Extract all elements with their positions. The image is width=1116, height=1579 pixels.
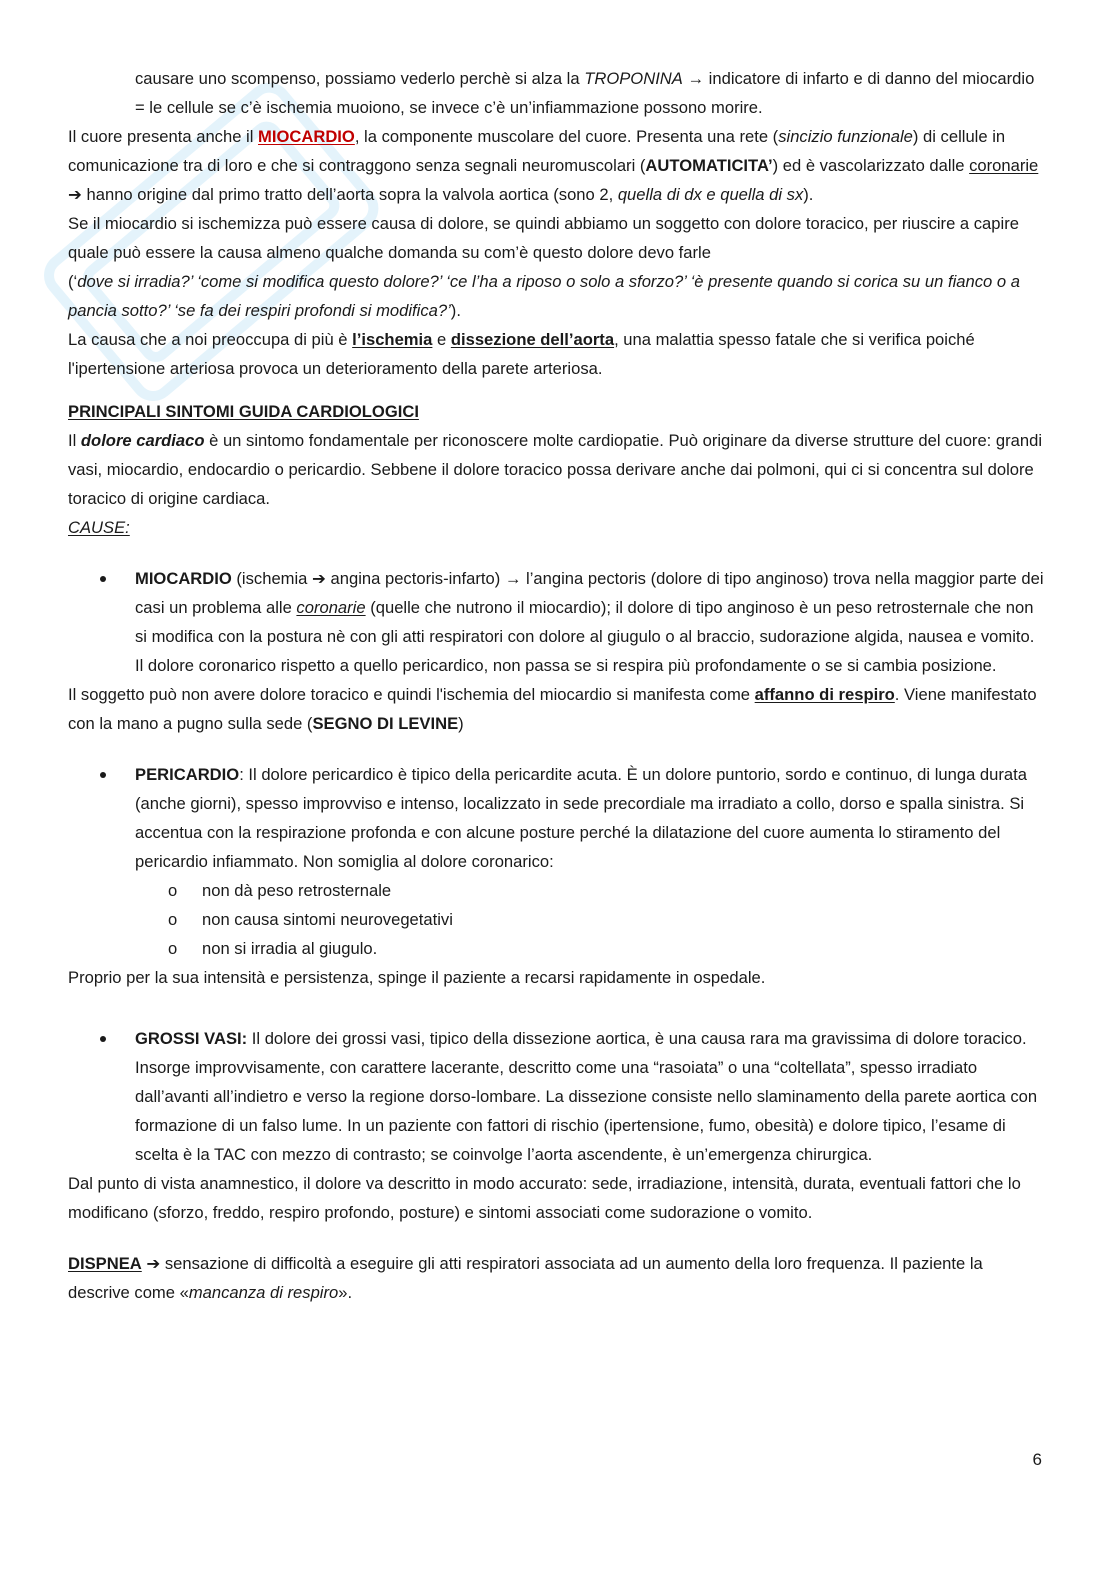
text: ➔ hanno origine dal primo tratto dell’aorta sopra la valvola aortica (sono 2,	[68, 185, 618, 204]
cause-label	[68, 513, 1044, 542]
text: . Viene manifestato con la mano a pugno sulla sede (	[68, 685, 1037, 733]
paragraph-dispnea	[68, 1249, 1044, 1307]
levine-term: SEGNO DI LEVINE	[312, 714, 459, 733]
sub-bullet-marker: o	[168, 881, 178, 900]
sub-item-text: non si irradia al giugulo.	[202, 939, 378, 958]
sub-item-text: non causa sintomi neurovegetativi	[202, 910, 453, 929]
text: ».	[338, 1283, 353, 1302]
paragraph-dolore-cardiaco	[68, 426, 1044, 513]
text: ➔ sensazione di difficoltà a eseguire gli atti respiratori associata ad un aumento della loro frequenza. Il paziente la descrive come «	[68, 1254, 983, 1302]
section-heading	[68, 397, 1044, 426]
bullet-pericardio	[68, 760, 1044, 876]
bullet-grossi-vasi	[68, 1024, 1044, 1169]
text: (quelle che nutrono il miocardio); il dolore di tipo anginoso è un peso retrosternale che non si modifica con la postura nè con gli atti respiratori con dolore al giugulo o al braccio, sudorazione algida, nausea e vomito. Il dolore coronarico rispetto a quello pericardico, non passa se si respira più profondamente o se si cambia posizione.	[135, 598, 1035, 675]
miocardio-term: MIOCARDIO	[258, 127, 355, 146]
text: )	[458, 714, 464, 733]
text-italic: quella di dx e quella di sx	[617, 185, 804, 204]
bullet-dot	[100, 576, 106, 582]
text: , una malattia spesso fatale che si verifica poiché l'ipertensione arteriosa provoca un deterioramento della parete arteriosa.	[68, 330, 975, 378]
domande-italic: dove si irradia?’ ‘come si modifica questo dolore?’ ‘ce l’ha a riposo o solo a sforzo?’ ‘è presente quando si corica su un fianco o a pancia sotto?’ ‘se fa dei respiri profondi si modifica?’	[68, 272, 1020, 320]
bullet-miocardio	[68, 564, 1044, 680]
heading-text: PRINCIPALI SINTOMI GUIDA CARDIOLOGICI	[68, 402, 419, 421]
coronarie-term: coronarie	[969, 156, 1039, 175]
cause-text: CAUSE:	[68, 518, 130, 537]
text: (‘	[68, 272, 78, 291]
sub-list-item	[68, 934, 1044, 963]
text: , la componente muscolare del cuore. Presenta una rete (	[354, 127, 779, 146]
paragraph-causa	[68, 325, 1044, 383]
sub-bullet-marker: o	[168, 910, 178, 929]
text: e	[432, 330, 451, 349]
troponina-term: TROPONINA	[584, 69, 683, 88]
dispnea-term: DISPNEA	[68, 1254, 142, 1273]
text: Il dolore dei grossi vasi, tipico della dissezione aortica, è una causa rara ma gravissima di dolore toracico. Insorge improvvisamente, con carattere lacerante, descritto come una “rasoiata” o una “coltellata”, spesso irradiato dall’avanti all’indietro e verso la regione dorso-lombare. La dissezione consiste nello slaminamento della parete aortica con formazione di un falso lume. In un paziente con fattori di rischio (ipertensione, fumo, obesità) e dolore tipico, l’esame di scelta è la TAC con mezzo di contrasto; se coinvolge l’aorta ascendente, è un’emergenza chirurgica.	[135, 1029, 1038, 1164]
mancanza-term: mancanza di respiro	[188, 1283, 339, 1302]
sub-list-item	[68, 905, 1044, 934]
dolore-cardiaco-term: dolore cardiaco	[80, 431, 205, 450]
text: → indicatore di infarto e di danno del miocardio = le cellule se c’è ischemia muoiono, se invece c’è un’infiammazione possono morire.	[135, 69, 1035, 117]
sub-list-item	[68, 876, 1044, 905]
paragraph-ospedale: Proprio per la sua intensità e persistenza, spinge il paziente a recarsi rapidamente in ospedale.	[68, 968, 766, 987]
text: ) ed è vascolarizzato dalle	[772, 156, 970, 175]
page-number: 6	[1032, 1450, 1042, 1469]
pericardio-label: PERICARDIO	[135, 765, 240, 784]
paragraph-domande	[68, 209, 1044, 325]
text: (ischemia ➔ angina pectoris-infarto) → l’angina pectoris (dolore di tipo anginoso) trova nella maggior parte dei casi un problema alle	[135, 569, 1044, 617]
text: Il soggetto può non avere dolore toracico e quindi l'ischemia del miocardio si manifesta come	[68, 685, 755, 704]
sincizio-term: sincizio funzionale	[778, 127, 913, 146]
miocardio-label: MIOCARDIO	[135, 569, 232, 588]
dissezione-term: dissezione dell’aorta	[450, 330, 615, 349]
ischemia-term: l’ischemia	[352, 330, 433, 349]
text: ).	[450, 301, 461, 320]
coronarie-term: coronarie	[296, 598, 366, 617]
paragraph-miocardio	[68, 122, 1044, 209]
text: è un sintomo fondamentale per riconoscere molte cardiopatie. Può originare da diverse strutture del cuore: grandi vasi, miocardio, endocardio o pericardio. Sebbene il dolore toracico possa derivare anche dai polmoni, qui ci si concentra sul dolore toracico di origine cardiaca.	[68, 431, 1043, 508]
paragraph-troponina	[68, 64, 1044, 122]
paragraph-levine	[68, 680, 1044, 738]
text: La causa che a noi preoccupa di più è	[68, 330, 353, 349]
text: Il	[68, 431, 81, 450]
bullet-dot	[100, 772, 106, 778]
automaticita-term: AUTOMATICITA’	[645, 156, 773, 175]
paragraph-anamnesi: Dal punto di vista anamnestico, il dolore va descritto in modo accurato: sede, irradiazione, intensità, durata, eventuali fattori che lo modificano (sforzo, freddo, respiro profondo, posture) e sintomi associati come sudorazione o vomito.	[68, 1174, 1021, 1222]
text: causare uno scompenso, possiamo vederlo perchè si alza la	[135, 69, 585, 88]
text: ).	[803, 185, 814, 204]
text: ) di cellule in comunicazione tra di loro e che si contraggono senza segnali neuromuscolari (	[68, 127, 1006, 175]
grossi-vasi-label: GROSSI VASI:	[135, 1029, 248, 1048]
text: Il cuore presenta anche il	[68, 127, 259, 146]
sub-item-text: non dà peso retrosternale	[202, 881, 392, 900]
text: : Il dolore pericardico è tipico della pericardite acuta. È un dolore puntorio, sordo e continuo, di lunga durata (anche giorni), spesso improvviso e intenso, localizzato in sede precordiale ma irradiato a collo, dorso e spalla sinistra. Si accentua con la respirazione profonda e con alcune posture perché la dilatazione del cuore aumenta lo stiramento del pericardio infiammato. Non somiglia al dolore coronarico:	[135, 765, 1027, 871]
affanno-term: affanno di respiro	[754, 685, 895, 704]
sub-bullet-marker: o	[168, 939, 178, 958]
text: Se il miocardio si ischemizza può essere causa di dolore, se quindi abbiamo un soggetto con dolore toracico, per riuscire a capire quale può essere la causa almeno qualche domanda su com’è questo dolore devo farle	[68, 214, 1019, 262]
bullet-dot	[100, 1036, 106, 1042]
document-page	[68, 64, 1044, 1307]
